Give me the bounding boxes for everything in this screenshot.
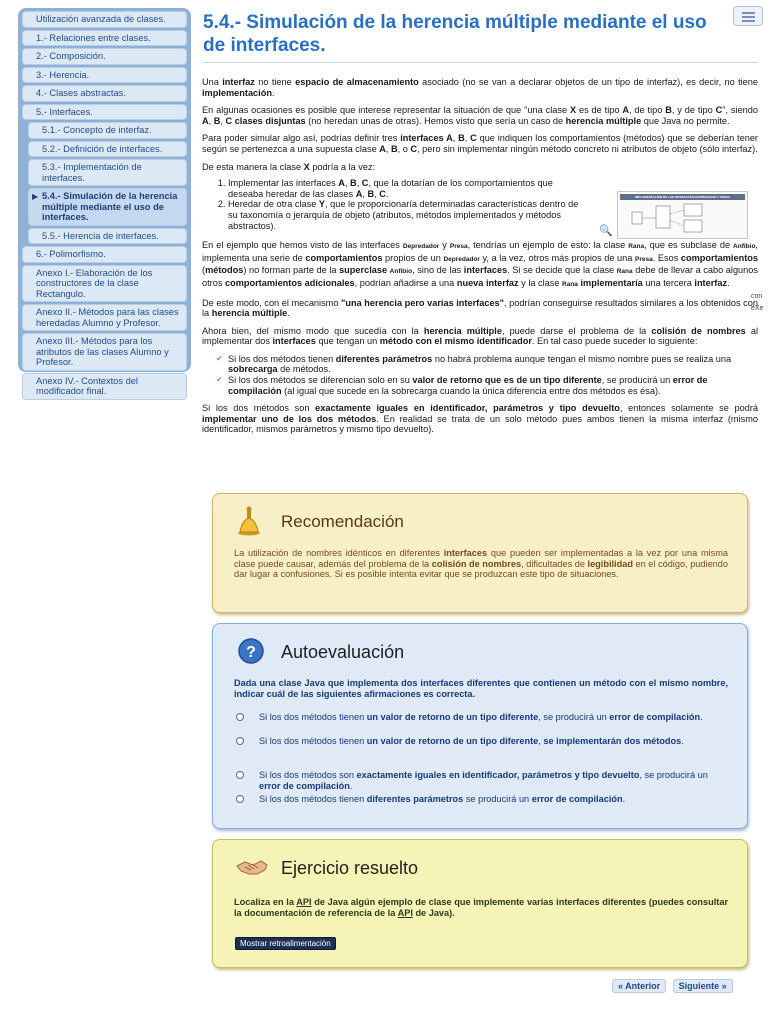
paragraph-3: Para poder simular algo así, podrías definir tres interfaces A, B, C que indiquen los comportamientos (métodos) que se deberían tener según se pertenezca a una supuesta clase A, B, o C, pero sin implementar ningún método concreto ni atributos de objeto (sólo interfaz). — [202, 133, 758, 154]
sidebar-item-label: Anexo III.- Métodos para los atributos de las clases Alumno y Profesor. — [36, 336, 169, 367]
menu-icon-bar — [742, 12, 755, 14]
answer-option-text: Si los dos métodos tienen diferentes parámetros se producirá un error de compilación. — [259, 794, 626, 804]
menu-icon-bar — [742, 16, 755, 18]
sidebar-item[interactable] — [22, 304, 187, 331]
sidebar-item[interactable] — [22, 104, 187, 121]
paragraph-5: En el ejemplo que hemos visto de las interfaces Depredador y Presa, tendrías un ejemplo de esto: la clase Rana, que es subclase de Anfibio, implementa una serie de comportamientos propios de un Depredador y, a la vez, otros más propios de una Presa. Esos comportamientos (métodos) no forman parte de la superclase Anfibio, sino de las interfaces. Si se decide que la clase Rana debe de llevar a cabo algunos otros comportamientos adicionales, podrían añadirse a una nueva interfaz y la clase Rana implementaría una tercera interfaz. — [202, 240, 758, 288]
sidebar-item[interactable] — [28, 159, 187, 186]
self-assessment-question: Dada una clase Java que implementa dos interfaces diferentes que contienen un método con el mismo nombre, indicar cuál de las siguientes afirmaciones es correcta. — [234, 678, 728, 699]
sidebar-item[interactable] — [22, 373, 187, 400]
sidebar-item[interactable] — [22, 265, 187, 303]
recommendation-text: La utilización de nombres idénticos en diferentes interfaces que pueden ser implementadas a la vez por una misma clase puede causar, además del problema de la colisión de nombres, dificultades de legibilidad en el código, pudiendo dar lugar a confusiones. Si es posible intenta evitar que se produzcan este tipo de situaciones. — [234, 548, 729, 579]
sidebar-item-label: 5.3.- Implementación de interfaces. — [42, 162, 142, 183]
sidebar-item-label: Utilización avanzada de clases. — [36, 14, 166, 24]
sidebar-item[interactable] — [22, 67, 187, 84]
solved-exercise-text: Localiza en la API de Java algún ejemplo de clase que implemente varias interfaces diferentes (puedes consultar la documentación de referencia de la API de Java). — [234, 897, 729, 918]
answer-option[interactable] — [259, 794, 729, 805]
class-x-capabilities-list — [228, 178, 588, 231]
sidebar-item[interactable] — [22, 48, 187, 65]
recommendation-title: Recomendación — [281, 512, 404, 531]
sidebar-item-label: 4.- Clases abstractas. — [36, 88, 126, 98]
sidebar-item-label: 1.- Relaciones entre clases. — [36, 32, 151, 43]
clipped-side-text — [751, 291, 763, 315]
answer-option-text: Si los dos métodos tienen un valor de retorno de un tipo diferente, se producirá un error de compilación. — [259, 712, 703, 722]
sidebar-item[interactable] — [28, 122, 187, 139]
previous-page-button[interactable]: « Anterior — [612, 979, 666, 993]
radio-button[interactable] — [236, 737, 244, 745]
list-item: ✔ Si los dos métodos tienen diferentes parámetros no habrá problema aunque tengan el mismo nombre pues se realiza una sobrecarga de métodos. — [216, 354, 758, 375]
recommendation-box — [212, 493, 748, 613]
answer-option[interactable] — [259, 770, 729, 791]
radio-button[interactable] — [236, 713, 244, 721]
paragraph-7: Ahora bien, del mismo modo que sucedía con la herencia múltiple, puede darse el problema de la colisión de nombres al implementar dos interfaces que tengan un método con el mismo identificador. En tal caso puede suceder lo siguiente: — [202, 325, 758, 347]
bell-icon — [235, 506, 269, 536]
radio-button[interactable] — [236, 795, 244, 803]
solved-exercise-box — [212, 839, 748, 968]
zoom-magnifier-icon[interactable]: 🔍 — [599, 225, 613, 237]
sidebar-nav — [18, 8, 191, 396]
clipped-text-1: con — [751, 293, 763, 300]
sidebar-item-label: 5.1.- Concepto de interfaz. — [42, 125, 152, 135]
solved-exercise-title: Ejercicio resuelto — [281, 858, 419, 878]
self-assessment-box — [212, 623, 748, 829]
sidebar-item-label: 2.- Composición. — [36, 51, 106, 61]
list-item: ✔ Si los dos métodos se diferencian solo en su valor de retorno que es de un tipo diferente, se producirá un error de compilación (al igual que sucede en la sobrecarga cuando la única diferencia entre dos métodos es ésa). — [216, 375, 758, 396]
pagination — [612, 976, 735, 994]
paragraph-1: Una interfaz no tiene espacio de almacenamiento asociado (no se van a declarar objetos de un tipo de interfaz), es decir, no tiene implementación. — [202, 77, 758, 98]
menu-toggle-button[interactable] — [733, 6, 763, 26]
main-content — [202, 77, 758, 442]
page-title: 5.4.- Simulación de la herencia múltiple mediante el uso de interfaces. — [203, 12, 707, 56]
sidebar-item-label: Anexo IV.- Contextos del modificador final. — [36, 375, 138, 396]
question-mark-icon — [235, 636, 269, 666]
list-item: 1. Implementar las interfaces A, B, C, que la dotarían de los comportamientos que deseaba heredar de las clases A, B, C. — [228, 178, 588, 199]
sidebar-item[interactable] — [22, 85, 187, 102]
sidebar-item[interactable] — [28, 188, 187, 226]
sidebar-item[interactable] — [22, 11, 187, 28]
answer-option[interactable] — [259, 712, 729, 723]
sidebar-item[interactable] — [22, 246, 187, 263]
diagram-caption: IMPLEMENTACIÓN DE LAS INTERFACES DEPREDADOR Y PRESA — [635, 195, 730, 199]
sidebar-item-label: 3.- Herencia. — [36, 69, 90, 80]
show-feedback-button[interactable]: Mostrar retroalimentación — [235, 937, 336, 950]
paragraph-8: Si los dos métodos son exactamente iguales en identificador, parámetros y tipo devuelto, entonces solamente se podrá implementar uno de los dos métodos. En realidad se trata de un solo método pues ambos tienen la misma interfaz (mismo identificador, mismos parámetros y mismo tipo devuelto). — [202, 403, 759, 435]
menu-icon-bar — [742, 20, 755, 22]
sidebar-item-label: 5.5.- Herencia de interfaces. — [42, 230, 159, 241]
paragraph-4: De esta manera la clase X podría a la vez: — [202, 161, 376, 172]
clipped-text-2: eXe — [751, 305, 764, 312]
name-collision-cases-list — [216, 354, 758, 396]
self-assessment-title: Autoevaluación — [281, 642, 405, 662]
sidebar-item-label: Anexo I.- Elaboración de los constructores de la clase Rectangulo. — [36, 267, 153, 299]
next-page-button[interactable]: Siguiente » — [673, 979, 733, 993]
svg-text:?: ? — [246, 644, 256, 661]
sidebar-item-label: 6.- Polimorfismo. — [36, 249, 106, 259]
diagram-graphic — [618, 200, 747, 240]
paragraph-6: De este modo, con el mecanismo "una herencia pero varias interfaces", podrían conseguirse resultados similares a los obtenidos con la herencia múltiple. — [202, 297, 758, 319]
answer-option-text: Si los dos métodos tienen un valor de retorno de un tipo diferente, se implementarán dos métodos. — [259, 736, 684, 746]
paragraph-2: En algunas ocasiones es posible que interese representar la situación de que "una clase X es de tipo A, de tipo B, y de tipo C", siendo A, B, C clases disjuntas (no heredan unas de otras). Hemos visto que sería un caso de herencia múltiple que Java no permite. — [202, 105, 759, 126]
title-divider — [203, 62, 758, 63]
sidebar-item-label: 5.2.- Definición de interfaces. — [42, 143, 163, 154]
handshake-icon — [235, 852, 269, 882]
sidebar-item[interactable] — [22, 333, 187, 371]
sidebar-item[interactable] — [28, 141, 187, 158]
radio-button[interactable] — [236, 771, 244, 779]
sidebar-item-label: 5.4.- Simulación de la herencia múltiple mediante el uso de interfaces. — [42, 191, 178, 222]
sidebar-item-label: 5.- Interfaces. — [36, 106, 93, 117]
answer-option-text: Si los dos métodos son exactamente iguales en identificador, parámetros y tipo devuelto, se producirá un error de compilación. — [259, 770, 708, 791]
sidebar-item[interactable] — [22, 30, 187, 47]
interfaces-diagram-image[interactable] — [617, 191, 748, 239]
sidebar-item-label: Anexo II.- Métodos para las clases heredadas Alumno y Profesor. — [36, 307, 179, 328]
current-page-arrow-icon: ▶ — [32, 192, 39, 201]
list-item: 2. Heredar de otra clase Y, que le proporcionaría determinadas características dentro de su taxonomía o jerarquía de objeto (atributos, métodos implementados y métodos abstractos). — [228, 199, 588, 231]
sidebar-item[interactable] — [28, 228, 187, 245]
answer-option[interactable] — [259, 736, 729, 747]
